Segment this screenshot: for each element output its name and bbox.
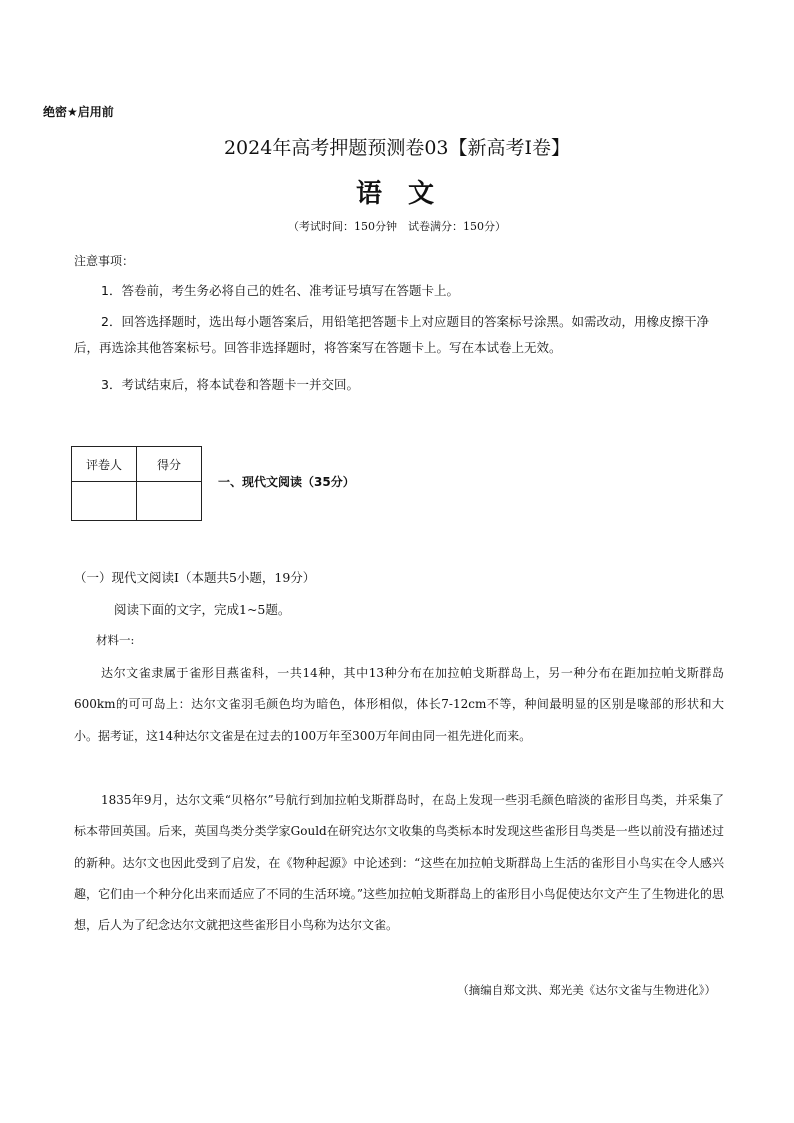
reading-instruction: 阅读下面的文字，完成1~5题。 bbox=[114, 602, 291, 617]
grader-header: 评卷人 bbox=[72, 447, 137, 482]
material-source: （摘编自郑文洪、郑光美《达尔文雀与生物进化》） bbox=[457, 983, 716, 997]
grader-cell bbox=[72, 482, 137, 521]
subject-heading bbox=[0, 173, 794, 210]
notice-heading: 注意事项： bbox=[74, 254, 135, 268]
material-paragraph-1: 达尔文雀隶属于雀形目燕雀科，一共14种，其中13种分布在加拉帕戈斯群岛上，另一种分布在距加拉帕戈斯群岛600km的可可岛上：达尔文雀羽毛颜色均为暗色，体形相似，体长7-12cm不等，种间最明显的区别是喙部的形状和大小。据考证，这14种达尔文雀是在过去的100万年至300万年间由同一祖先进化而来。 bbox=[74, 666, 724, 743]
subject-char-2: 文 bbox=[408, 179, 439, 209]
notice-item-1: 1．答卷前，考生务必将自己的姓名、准考证号填写在答题卡上。 bbox=[101, 283, 459, 298]
confidential-label: 绝密★启用前 bbox=[43, 105, 114, 119]
section-title: 一、现代文阅读（35分） bbox=[218, 475, 355, 489]
subject-char-1: 语 bbox=[355, 179, 386, 209]
notice-item-2: 2．回答选择题时，选出每小题答案后，用铅笔把答题卡上对应题目的答案标号涂黑。如需改动，用橡皮擦干净后，再选涂其他答案标号。回答非选择题时，将答案写在答题卡上。写在本试卷上无效。 bbox=[74, 314, 709, 355]
exam-info: （考试时间：150分钟 试卷满分：150分） bbox=[288, 220, 506, 233]
score-table bbox=[71, 446, 202, 521]
subsection-title: （一）现代文阅读I（本题共5小题，19分） bbox=[74, 570, 316, 585]
material-paragraph-2: 1835年9月，达尔文乘“贝格尔”号航行到加拉帕戈斯群岛时，在岛上发现一些羽毛颜色暗淡的雀形目鸟类，并采集了标本带回英国。后来，英国鸟类分类学家Gould在研究达尔文收集的鸟类标本时发现这些雀形目鸟类是一些以前没有描述过的新种。达尔文也因此受到了启发，在《物种起源》中论述到：“这些在加拉帕戈斯群岛上生活的雀形目小鸟实在令人感兴趣，它们由一个种分化出来而适应了不同的生活环境。”这些加拉帕戈斯群岛上的雀形目小鸟促使达尔文产生了生物进化的思想，后人为了纪念达尔文就把这些雀形目小鸟称为达尔文雀。 bbox=[74, 793, 724, 933]
score-cell bbox=[137, 482, 202, 521]
score-header: 得分 bbox=[137, 447, 202, 482]
material-label: 材料一: bbox=[96, 633, 135, 647]
notice-item-3: 3．考试结束后，将本试卷和答题卡一并交回。 bbox=[101, 377, 359, 392]
exam-title: 2024年高考押题预测卷03【新高考I卷】 bbox=[223, 137, 571, 159]
